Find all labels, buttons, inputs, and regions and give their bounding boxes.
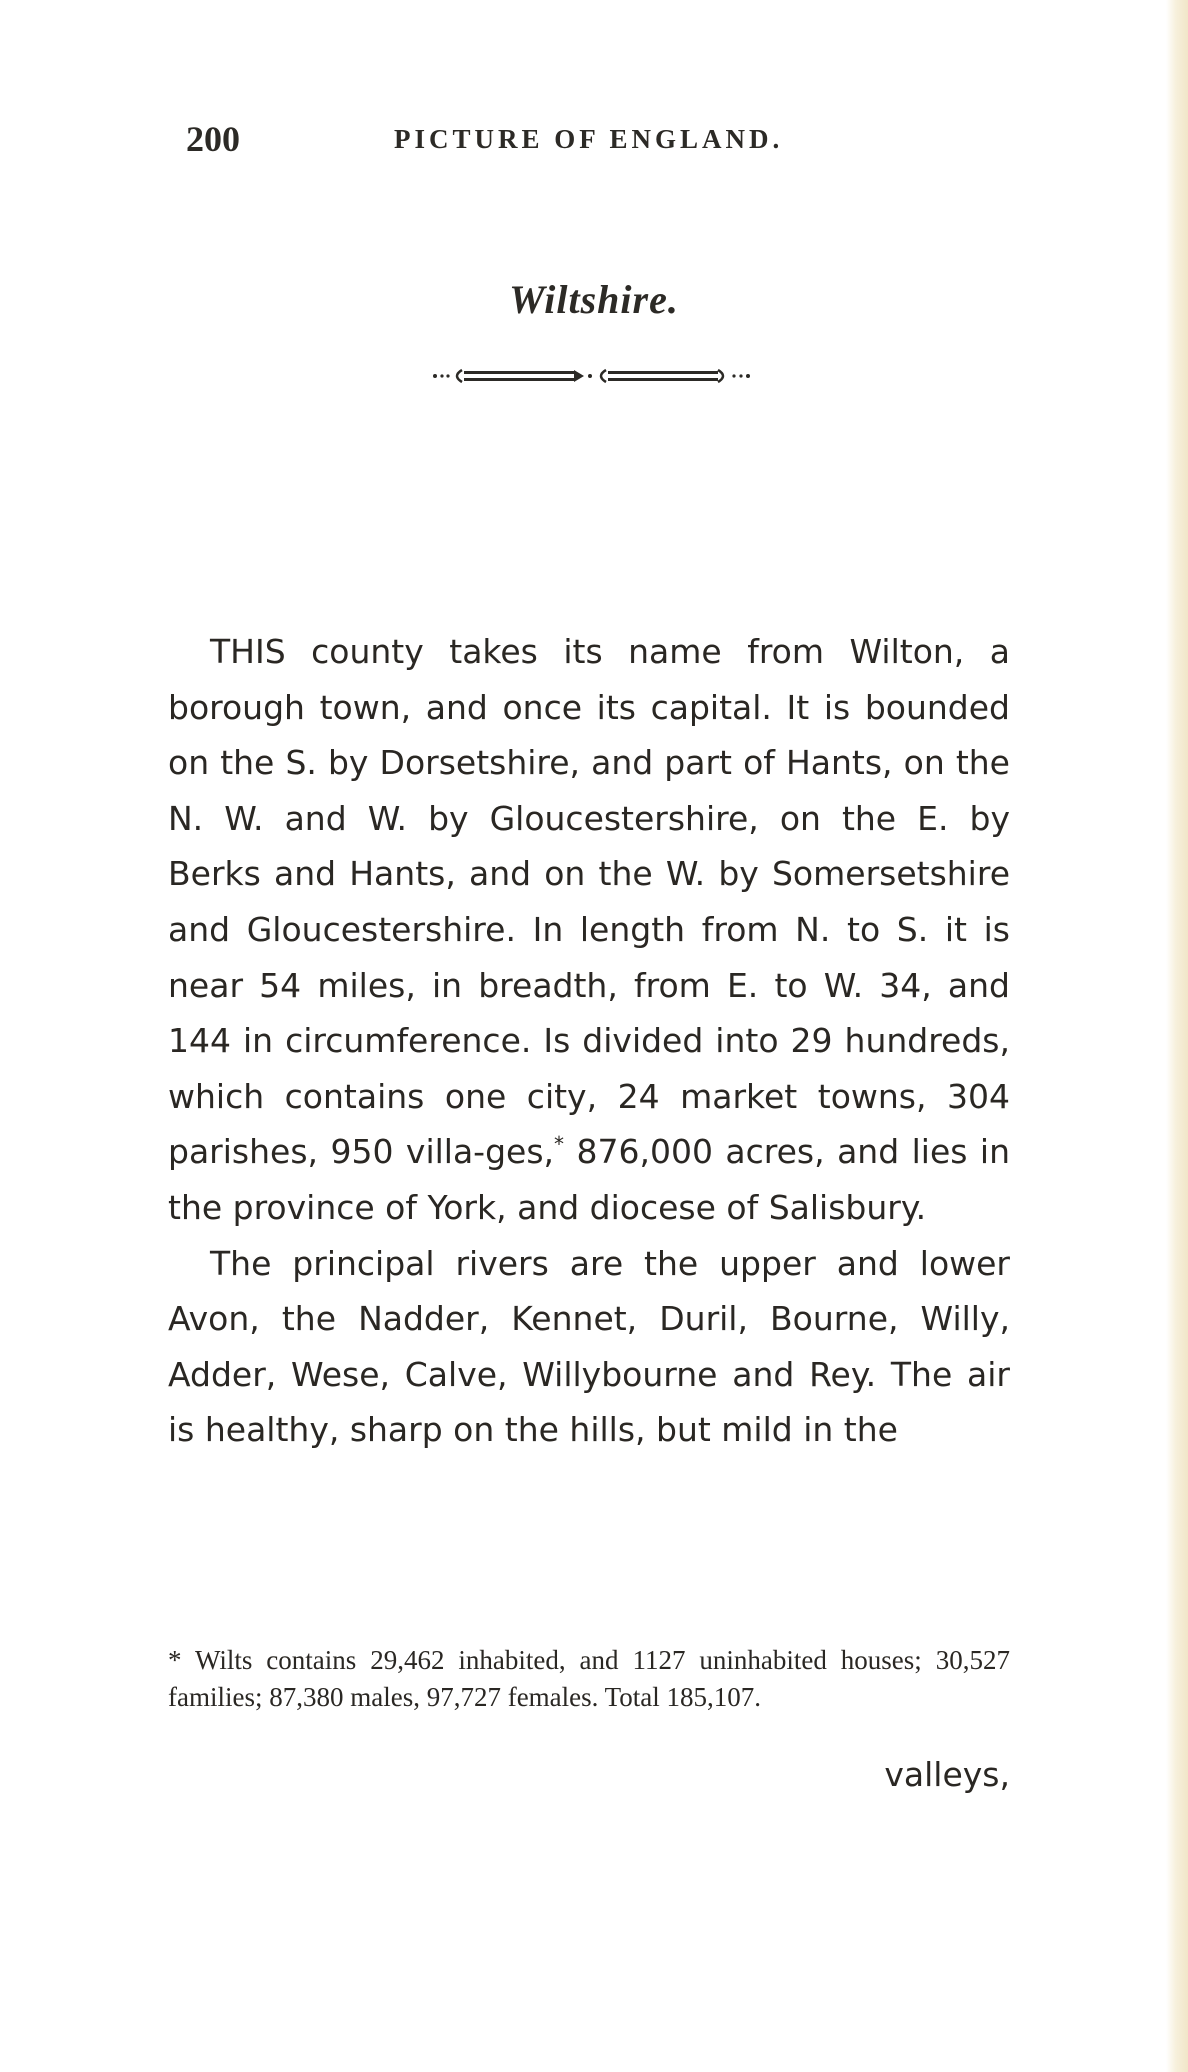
paragraph-text: THIS county takes its name from Wilton, a borough town, and once its capital. It is bounded on the S. by Dorsetshire, and part of Hants, on the N. W. and W. by Gloucestershire, on the E. by Berks and Hants, and on the W. by Somersetshire and Gloucestershire. In length from N. to S. it is near 54 miles, in breadth, from E. to W. 34, and 144 in circumference. Is divided into 29 hundreds, which contains one city, 24 market towns, 304 parishes, 950 villa-ges,: [168, 632, 1010, 1172]
body-text: [168, 624, 1010, 1458]
decorative-rule-icon: [432, 368, 752, 384]
page-header: [186, 118, 1006, 158]
footnote-mark: *: [554, 1132, 565, 1157]
paragraph-text: 876,000 acres, and lies in the province of York, and diocese of Salisbury.: [168, 1132, 1010, 1227]
page-number: 200: [186, 119, 240, 159]
footnote: * Wilts contains 29,462 inhabited, and 1127 uninhabited houses; 30,527 families; 87,380 males, 97,727 females. Total 185,107.: [168, 1645, 1010, 1712]
paragraph: [168, 624, 1010, 1236]
running-head: PICTURE OF ENGLAND.: [394, 124, 784, 154]
section-title: Wiltshire.: [509, 277, 679, 322]
paragraph: The principal rivers are the upper and lower Avon, the Nadder, Kennet, Duril, Bourne, Willy, Adder, Wese, Calve, Willybourne and Rey. The air is healthy, sharp on the hills, but mild in the: [168, 1243, 1010, 1450]
catchword: valleys,: [884, 1755, 1010, 1794]
